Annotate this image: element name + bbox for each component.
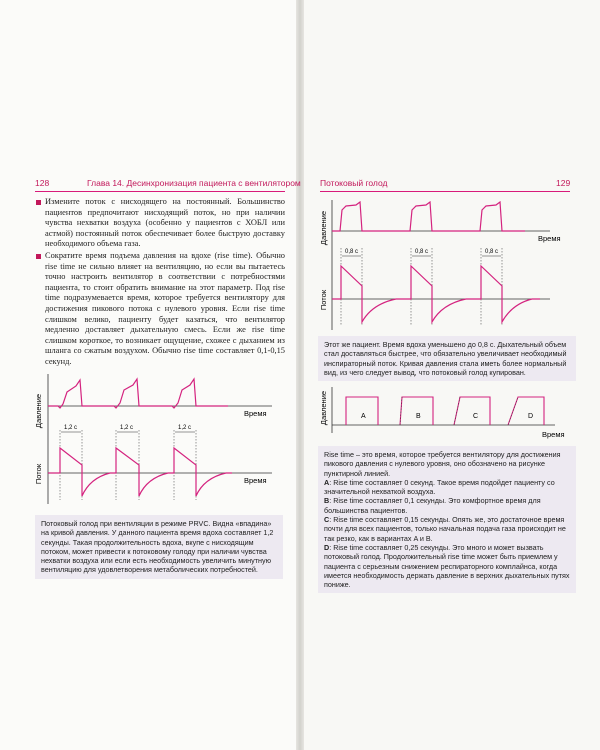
right-interval-label: 0,8 с (415, 249, 429, 255)
right-pressure-wave (332, 202, 525, 231)
rise-wave-c (454, 397, 490, 425)
right-interval-label: 0,8 с (485, 249, 499, 255)
rise-wave-d (508, 397, 544, 425)
section-header: Потоковый голод (320, 178, 388, 188)
rise-item-a: A: Rise time составляет 0 секунд. Такое время подойдет пациенту со значительной нехваткой воздуха. (324, 477, 555, 497)
right-interval-label: 0,8 с (345, 249, 359, 255)
rise-item-d: D: Rise time составляет 0,25 секунды. Это много и может вызвать потоковый голод. Продолжительный rise time может быть приемлем у пациента с серьезным снижением респираторного комплайнса, когда имеется необходимость держать давление в верхних дыхательных путях пониже. (324, 542, 570, 590)
bullet-constant-flow: Измените поток с нисходящего на постоянный. Большинство пациентов предпочитают нисходящий поток, но при наличии чувства нехватки воздуха (особенно у пациентов с ХОБЛ или астмой) постоянный поток обеспечивает более быструю доставку необходимого объема газа. (35, 197, 285, 250)
rise-item-c: C: Rise time составляет 0,15 секунды. Опять же, это достаточное время почти для всех пациентов, только начальная подача газа происходит не так резко, как в вариантах A и B. (324, 515, 566, 543)
rise-variant-label: D (528, 413, 534, 420)
right-waveform-figure (320, 196, 575, 336)
left-interval-label: 1,2 с (120, 425, 134, 431)
bullet-rise-time: Сократите время подъема давления на вдохе (rise time). Обычно rise time не сильно влияет на вентиляцию, но если вы пытаетесь точно настроить вентилятор в соответствии с потребностями пациента, то стоит обратить внимание на этот параметр. Под rise time подразумевается время, которое требуется вентилятору для достижения пикового потока с нулевого уровня. Если rise time слишком велико, пациенту будет казаться, что вентилятор медленно доставляет дыхательную смесь. Если же rise time слишком короткое, то возникает ощущение, схожее с дыханием из шланга со сжатым воздухом. Обычно rise time составляет 0,1-0,15 секунд. (35, 251, 285, 368)
right-caption-1: Этот же пациент. Время вдоха уменьшено до 0,8 с. Дыхательный объем стал доставляться быстрее, что обязательно увеличивает необходимый инспираторный поток. Кривая давления стала иметь более нормальный вид, из чего следует вывод, что потоковый голод купирован. (318, 336, 576, 381)
left-header-rule (35, 191, 285, 192)
left-pressure-wave (48, 379, 228, 408)
rise-time-intro: Rise time – это время, которое требуется вентилятору для достижения пикового давления с нулевого уровня, оно обозначено на рисунке пунктирной линией. (324, 450, 561, 478)
left-caption: Потоковый голод при вентиляции в режиме PRVC. Видна «впадина» на кривой давления. У данного пациента время вдоха составляет 1,2 секунды. Такая продолжительность вдоха, вкупе с нисходящим потоком, может привести к потоковому голоду при наличии чувства нехватки воздуха или если есть необходимость увеличить минутную вентиляцию для удовлетворения метаболических потребностей. (35, 515, 283, 579)
book-gutter (296, 0, 304, 750)
right-time-label: Время (538, 234, 561, 243)
left-flow-wave (48, 448, 232, 496)
right-pressure-axis-label: Давление (319, 210, 328, 246)
rise-variant-label: A (361, 413, 366, 420)
rise-time-axis-label: Время (542, 430, 565, 439)
left-waveform-figure (32, 370, 297, 510)
right-caption-2 (318, 446, 576, 593)
rise-time-pressure-label: Давление (319, 390, 328, 426)
rise-variant-label: C (473, 413, 479, 420)
right-flow-axis-label: Поток (319, 289, 328, 311)
left-page-number: 128 (35, 178, 50, 188)
right-flow-wave (332, 266, 540, 322)
left-interval-label: 1,2 с (178, 425, 192, 431)
rise-variant-label: B (416, 413, 421, 420)
rise-time-figure (320, 383, 575, 443)
rise-item-b: B: Rise time составляет 0,1 секунды. Это комфортное время для большинства пациентов. (324, 496, 541, 515)
left-flow-axis-label: Поток (34, 463, 43, 485)
left-body-text (35, 197, 285, 369)
left-time-label-top: Время (244, 409, 267, 418)
left-pressure-axis-label: Давление (34, 393, 43, 429)
right-header-rule (320, 191, 570, 192)
right-page-number: 129 (556, 178, 571, 188)
chapter-header: Глава 14. Десинхронизация пациента с вентилятором (87, 178, 301, 188)
rise-wave-b (400, 397, 433, 425)
rise-wave-a (346, 397, 378, 425)
left-time-label-bottom: Время (244, 476, 267, 485)
left-interval-label: 1,2 с (64, 425, 78, 431)
